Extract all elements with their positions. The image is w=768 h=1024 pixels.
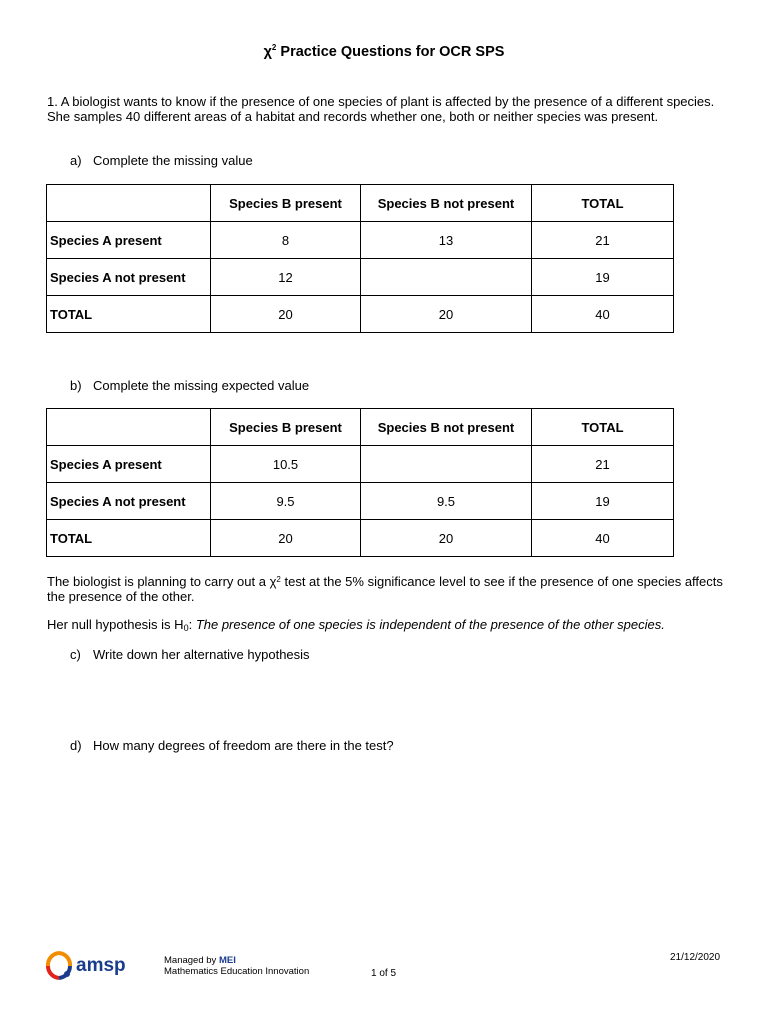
part-a-text: Complete the missing value xyxy=(93,153,253,168)
part-d xyxy=(70,738,394,753)
table-cell: 12 xyxy=(211,259,361,296)
missing-value-cell[interactable] xyxy=(361,259,532,296)
table-cell: 21 xyxy=(532,222,674,259)
table-row xyxy=(47,483,674,520)
null-hypothesis xyxy=(47,617,747,636)
part-d-text: How many degrees of freedom are there in the test? xyxy=(93,738,394,753)
table-cell: 9.5 xyxy=(361,483,532,520)
part-a xyxy=(70,153,253,168)
part-b xyxy=(70,378,309,393)
table-row xyxy=(47,296,674,333)
header-cell: Species B present xyxy=(211,409,361,446)
table-cell: 9.5 xyxy=(211,483,361,520)
row-header: Species A not present xyxy=(47,259,211,296)
amsp-logo-text: amsp xyxy=(76,955,126,976)
test-text: The biologist is planning to carry out a xyxy=(47,574,270,589)
null-colon: : xyxy=(188,617,196,632)
title-text: Practice Questions for OCR SPS xyxy=(276,43,505,60)
table-row xyxy=(47,259,674,296)
table-cell: 10.5 xyxy=(211,446,361,483)
chi-symbol: χ xyxy=(269,574,277,589)
chi-symbol: χ xyxy=(263,43,272,60)
question-intro: 1. A biologist wants to know if the presence of one species of plant is affected by the presence of a different species. She samples 40 different areas of a habitat and records whether one, both or neither species was present. xyxy=(47,94,715,124)
table-cell: 20 xyxy=(211,296,361,333)
mei-credit xyxy=(164,955,309,977)
table-expected xyxy=(46,408,674,557)
page-title xyxy=(0,43,768,60)
table-cell: 8 xyxy=(211,222,361,259)
table-row xyxy=(47,409,674,446)
null-hypothesis-text: The presence of one species is independent of the presence of the other species. xyxy=(195,617,665,632)
table-cell: 40 xyxy=(532,296,674,333)
table-observed xyxy=(46,184,674,333)
table-row xyxy=(47,446,674,483)
header-cell: Species B not present xyxy=(361,185,532,222)
part-c-text: Write down her alternative hypothesis xyxy=(93,647,310,662)
table-row xyxy=(47,520,674,557)
table-cell: 40 xyxy=(532,520,674,557)
table-cell: 19 xyxy=(532,483,674,520)
test-description xyxy=(47,572,727,604)
superscript-2: 2 xyxy=(271,43,277,52)
table-cell: 20 xyxy=(361,520,532,557)
table-cell: 13 xyxy=(361,222,532,259)
part-a-label: a) xyxy=(70,153,82,168)
header-cell: Species B not present xyxy=(361,409,532,446)
superscript-2: 2 xyxy=(276,575,281,584)
table-cell: 20 xyxy=(361,296,532,333)
amsp-logo xyxy=(45,950,135,982)
row-header: TOTAL xyxy=(47,296,211,333)
table-row xyxy=(47,222,674,259)
page-number: 1 of 5 xyxy=(371,968,397,979)
table-cell: 21 xyxy=(532,446,674,483)
table-cell: 20 xyxy=(211,520,361,557)
row-header: TOTAL xyxy=(47,520,211,557)
part-b-text: Complete the missing expected value xyxy=(93,378,310,393)
part-b-label: b) xyxy=(70,378,82,393)
mei-full-name: Mathematics Education Innovation xyxy=(164,966,310,977)
subscript-0: 0 xyxy=(183,623,189,633)
header-cell: TOTAL xyxy=(532,409,674,446)
missing-expected-cell[interactable] xyxy=(361,446,532,483)
row-header: Species A present xyxy=(47,222,211,259)
null-prefix: Her null hypothesis is H xyxy=(47,617,184,632)
part-d-label: d) xyxy=(70,738,82,753)
part-c-label: c) xyxy=(70,647,81,662)
mei-logo-text: MEI xyxy=(218,955,236,966)
table-row xyxy=(47,185,674,222)
header-cell: TOTAL xyxy=(532,185,674,222)
managed-by-text: Managed by xyxy=(164,955,219,966)
table-cell: 19 xyxy=(532,259,674,296)
header-cell xyxy=(47,185,211,222)
part-c xyxy=(70,647,310,662)
document-date: 21/12/2020 xyxy=(670,952,721,963)
test-text: test at the 5% significance level to see if the presence of one species affects the presence of the other. xyxy=(47,574,723,604)
header-cell: Species B present xyxy=(211,185,361,222)
header-cell xyxy=(47,409,211,446)
row-header: Species A present xyxy=(47,446,211,483)
row-header: Species A not present xyxy=(47,483,211,520)
